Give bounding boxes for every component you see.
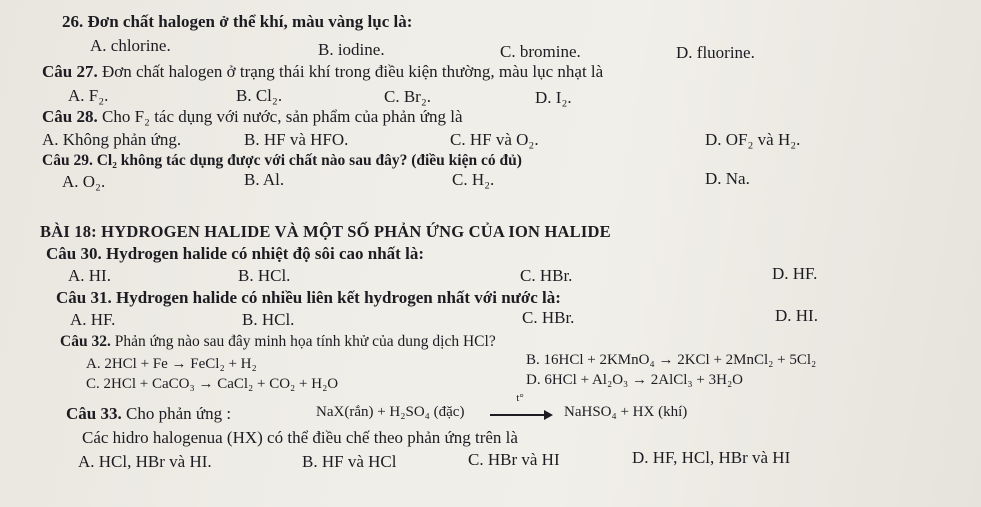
- q31-option-d: D. HI.: [775, 306, 818, 325]
- q32-option-b: B. 16HCl + 2KMnO₄ → 2KCl + 2MnCl₂ + 5Cl₂: [526, 352, 817, 368]
- q29-line: [42, 151, 522, 171]
- q30-option-b: B. HCl.: [238, 266, 291, 285]
- q33-products: NaHSO₄ + HX (khí): [564, 404, 688, 420]
- q33-option-c: C. HBr và HI: [468, 450, 560, 469]
- q33-reactants: NaX(rắn) + H₂SO₄ (đặc): [316, 404, 465, 420]
- q31-option-a: A. HF.: [70, 310, 116, 329]
- q33-option-d: D. HF, HCl, HBr và HI: [632, 448, 791, 467]
- reaction-arrow-head-icon: [544, 410, 553, 420]
- q32-stem: Phản ứng nào sau đây minh họa tính khử của dung dịch HCl?: [114, 333, 496, 350]
- q31-option-c: C. HBr.: [522, 308, 575, 327]
- q28-option-a: A. Không phản ứng.: [42, 130, 182, 149]
- q31-label: Câu 31.: [56, 288, 112, 307]
- q31-stem: Hydrogen halide có nhiều liên kết hydrogen nhất với nước là:: [115, 288, 561, 307]
- q29-option-c: C. H₂.: [452, 170, 495, 189]
- q32-label: Câu 32.: [60, 333, 111, 350]
- q28-label: Câu 28.: [42, 107, 98, 126]
- q32-option-c: C. 2HCl + CaCO₃ → CaCl₂ + CO₂ + H₂O: [86, 376, 339, 392]
- q32-option-d: D. 6HCl + Al₂O₃ → 2AlCl₃ + 3H₂O: [526, 372, 744, 388]
- q29-option-b: B. Al.: [244, 170, 285, 189]
- q27-option-a: A. F₂.: [68, 86, 109, 105]
- q28-option-c: C. HF và O₂.: [450, 130, 539, 149]
- q27-option-b: B. Cl₂.: [236, 86, 283, 105]
- q33-line: [66, 404, 231, 424]
- q29-stem: Cl₂ không tác dụng được với chất nào sau đây? (điều kiện có đủ): [96, 152, 522, 169]
- q30-option-c: C. HBr.: [520, 266, 573, 285]
- q28-option-d: D. OF₂ và H₂.: [705, 130, 801, 149]
- q30-label: Câu 30.: [46, 244, 102, 263]
- q29-option-a: A. O₂.: [62, 172, 106, 191]
- q27-line: [42, 62, 603, 82]
- q32-option-a: A. 2HCl + Fe → FeCl₂ + H₂: [86, 356, 257, 372]
- q33-label: Câu 33.: [66, 404, 122, 423]
- q31-line: [56, 288, 561, 308]
- q26-option-a: A. chlorine.: [90, 36, 171, 55]
- q26-option-c: C. bromine.: [500, 42, 581, 61]
- q32-line: [60, 332, 496, 352]
- q26-option-b: B. iodine.: [318, 40, 385, 59]
- q29-option-d: D. Na.: [705, 169, 750, 188]
- q31-option-b: B. HCl.: [242, 310, 295, 329]
- q27-option-c: C. Br₂.: [384, 87, 432, 106]
- q27-stem: Đơn chất halogen ở trạng thái khí trong điều kiện thường, màu lục nhạt là: [101, 62, 604, 81]
- q33-condition: t°: [516, 392, 524, 404]
- q33-option-b: B. HF và HCl: [302, 452, 397, 471]
- q30-stem: Hydrogen halide có nhiệt độ sôi cao nhất là:: [105, 244, 424, 263]
- q33-line2: Các hidro halogenua (HX) có thể điều chế theo phản ứng trên là: [82, 428, 518, 447]
- reaction-arrow-line: [490, 414, 550, 416]
- q26-option-d: D. fluorine.: [676, 43, 755, 62]
- q28-option-b: B. HF và HFO.: [244, 130, 349, 149]
- q28-line: [42, 107, 463, 127]
- q26-stem: 26. Đơn chất halogen ở thể khí, màu vàng lục là:: [62, 12, 413, 31]
- q29-label: Câu 29.: [42, 152, 93, 169]
- q33-option-a: A. HCl, HBr và HI.: [78, 452, 212, 471]
- q30-line: [46, 244, 424, 264]
- q27-option-d: D. I₂.: [535, 88, 572, 107]
- q28-stem: Cho F₂ tác dụng với nước, sản phẩm của phản ứng là: [101, 107, 463, 126]
- q27-label: Câu 27.: [42, 62, 98, 81]
- q30-option-d: D. HF.: [772, 264, 818, 283]
- q30-option-a: A. HI.: [68, 266, 111, 285]
- section-heading: BÀI 18: HYDROGEN HALIDE VÀ MỘT SỐ PHẢN ỨNG CỦA ION HALIDE: [40, 222, 611, 241]
- q33-stem: Cho phản ứng :: [125, 404, 232, 423]
